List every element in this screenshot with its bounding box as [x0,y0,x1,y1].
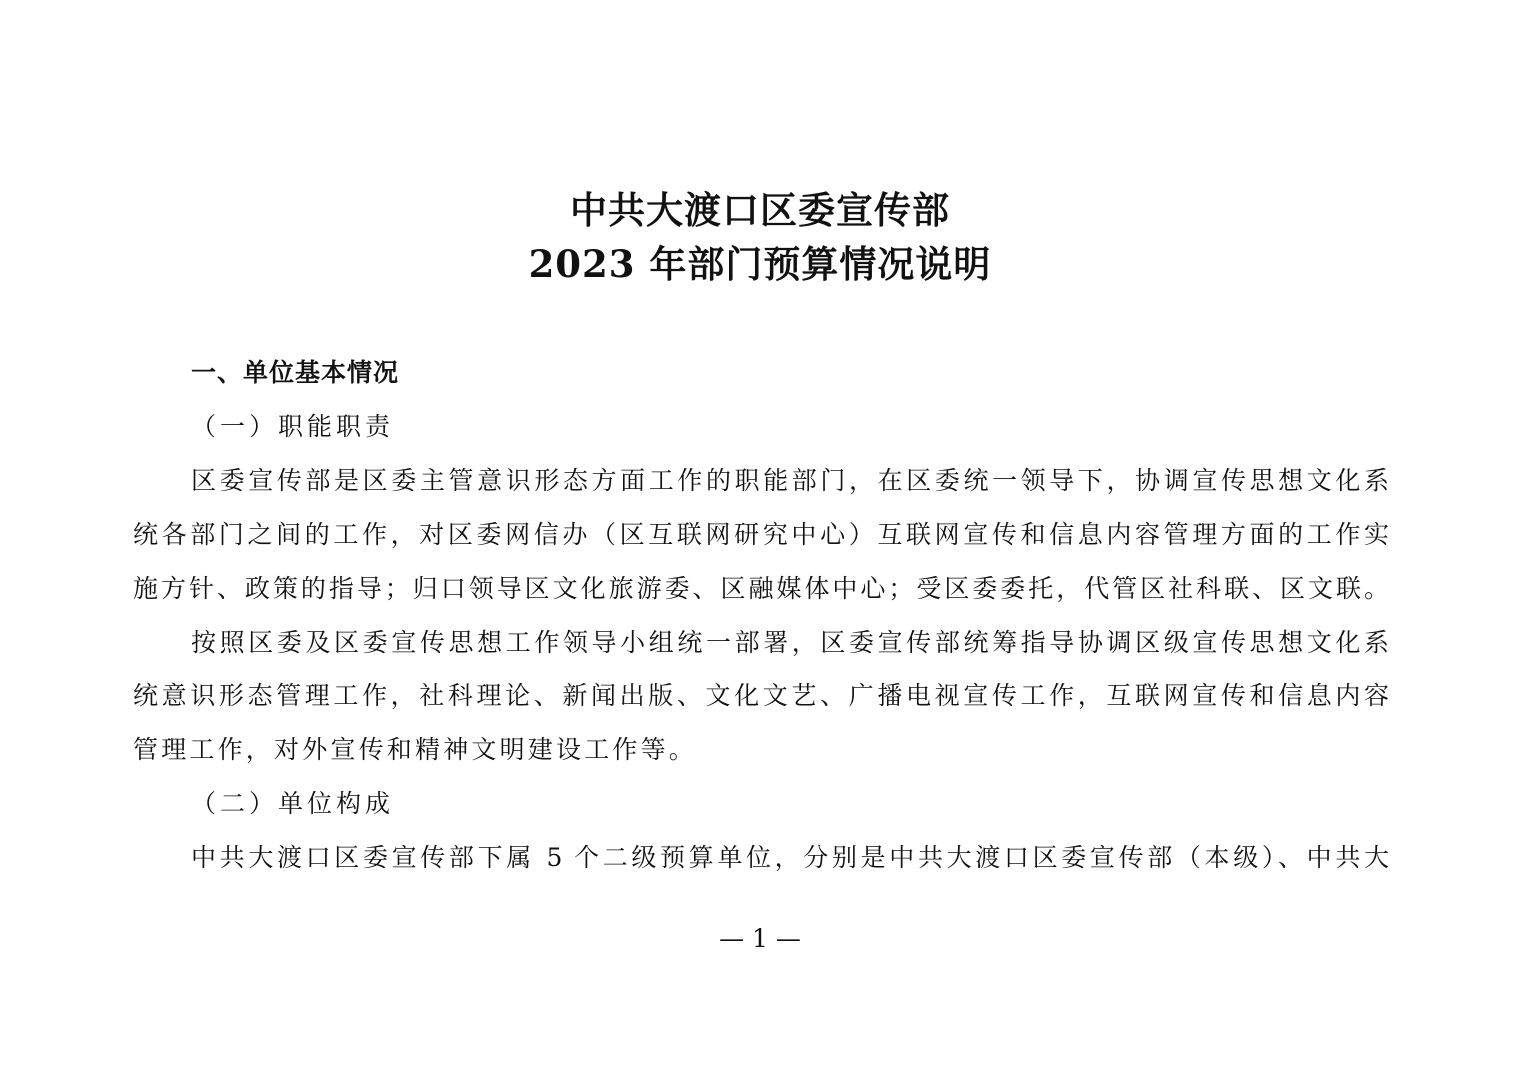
paragraph-deployment-line3: 管理工作，对外宣传和精神文明建设工作等。 [133,735,698,764]
paragraph-functions-line3: 施方针、政策的指导；归口领导区文化旅游委、区融媒体中心；受区委委托，代管区社科联、区文联。 [133,574,1389,603]
document-title-line2: 2023 年部门预算情况说明 [528,242,992,286]
paragraph-functions-line1: 区委宣传部是区委主管意识形态方面工作的职能部门，在区委统一领导下，协调宣传思想文化系 [191,466,1389,495]
paragraph-composition-line1: 中共大渡口区委宣传部下属 5 个二级预算单位，分别是中共大渡口区委宣传部（本级）、中共大 [191,843,1389,872]
page-number: — 1 — [719,924,801,953]
paragraph-deployment-line2: 统意识形态管理工作，社科理论、新闻出版、文化文艺、广播电视宣传工作，互联网宣传和信息内容 [133,681,1389,710]
subsection-heading-composition: （二）单位构成 [191,789,395,818]
subsection-heading-functions: （一）职能职责 [191,412,395,441]
paragraph-deployment-line1: 按照区委及区委宣传思想工作领导小组统一部署，区委宣传部统筹指导协调区级宣传思想文化系 [191,628,1389,657]
document-title-line1: 中共大渡口区委宣传部 [570,188,950,232]
paragraph-functions-line2: 统各部门之间的工作，对区委网信办（区互联网研究中心）互联网宣传和信息内容管理方面的工作实 [133,520,1389,549]
section-heading-basic-info: 一、单位基本情况 [191,358,400,387]
